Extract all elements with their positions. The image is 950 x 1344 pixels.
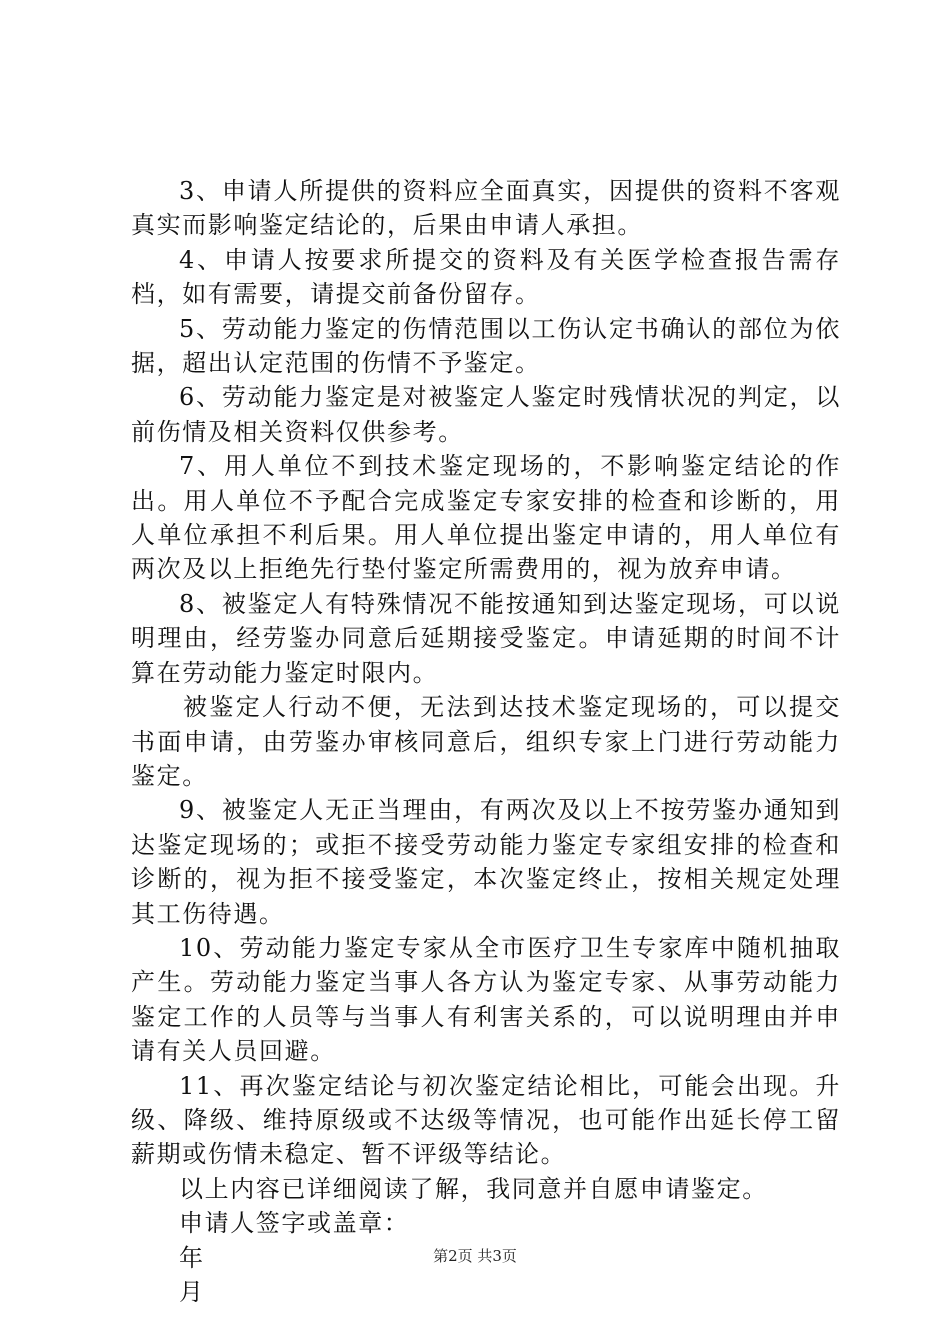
month-label: 月 — [179, 1278, 205, 1306]
signature-label: 申请人签字或盖章： — [179, 1209, 410, 1238]
consent-statement: 以上内容已详细阅读了解，我同意并自愿申请鉴定。 — [179, 1174, 768, 1203]
clause-7: 7、用人单位不到技术鉴定现场的，不影响鉴定结论的作出。用人单位不予配合完成鉴定专家安排的检查和诊断的，用人单位承担不利后果。用人单位提出鉴定申请的，用人单位有两次及以上拒绝先行垫付鉴定所需费用的，视为放弃申请。 — [131, 452, 841, 584]
clause-10: 10、劳动能力鉴定专家从全市医疗卫生专家库中随机抽取产生。劳动能力鉴定当事人各方认为鉴定专家、从事劳动能力鉴定工作的人员等与当事人有利害关系的，可以说明理由并申请有关人员回避。 — [131, 933, 841, 1066]
year-label: 年 — [179, 1243, 205, 1272]
document-body — [131, 174, 841, 1309]
clause-6: 6、劳动能力鉴定是对被鉴定人鉴定时残情状况的判定，以前伤情及相关资料仅供参考。 — [131, 383, 841, 446]
clause-8-supplement: 被鉴定人行动不便，无法到达技术鉴定现场的，可以提交书面申请，由劳鉴办审核同意后，组织专家上门进行劳动能力鉴定。 — [131, 693, 841, 790]
clause-3: 3、申请人所提供的资料应全面真实，因提供的资料不客观真实而影响鉴定结论的，后果由申请人承担。 — [131, 177, 841, 240]
clause-5: 5、劳动能力鉴定的伤情范围以工伤认定书确认的部位为依据，超出认定范围的伤情不予鉴定。 — [131, 314, 841, 378]
clause-9: 9、被鉴定人无正当理由，有两次及以上不按劳鉴办通知到达鉴定现场的；或拒不接受劳动能力鉴定专家组安排的检查和诊断的，视为拒不接受鉴定，本次鉴定终止，按相关规定处理其工伤待遇。 — [131, 796, 841, 928]
page-number-footer: 第2页 共3页 — [433, 1247, 517, 1265]
clause-4: 4、申请人按要求所提交的资料及有关医学检查报告需存档，如有需要，请提交前备份留存。 — [131, 245, 841, 309]
clause-8: 8、被鉴定人有特殊情况不能按通知到达鉴定现场，可以说明理由，经劳鉴办同意后延期接受鉴定。申请延期的时间不计算在劳动能力鉴定时限内。 — [131, 589, 841, 687]
clause-11: 11、再次鉴定结论与初次鉴定结论相比，可能会出现。升级、降级、维持原级或不达级等情况，也可能作出延长停工留薪期或伤情未稳定、暂不评级等结论。 — [131, 1071, 841, 1169]
